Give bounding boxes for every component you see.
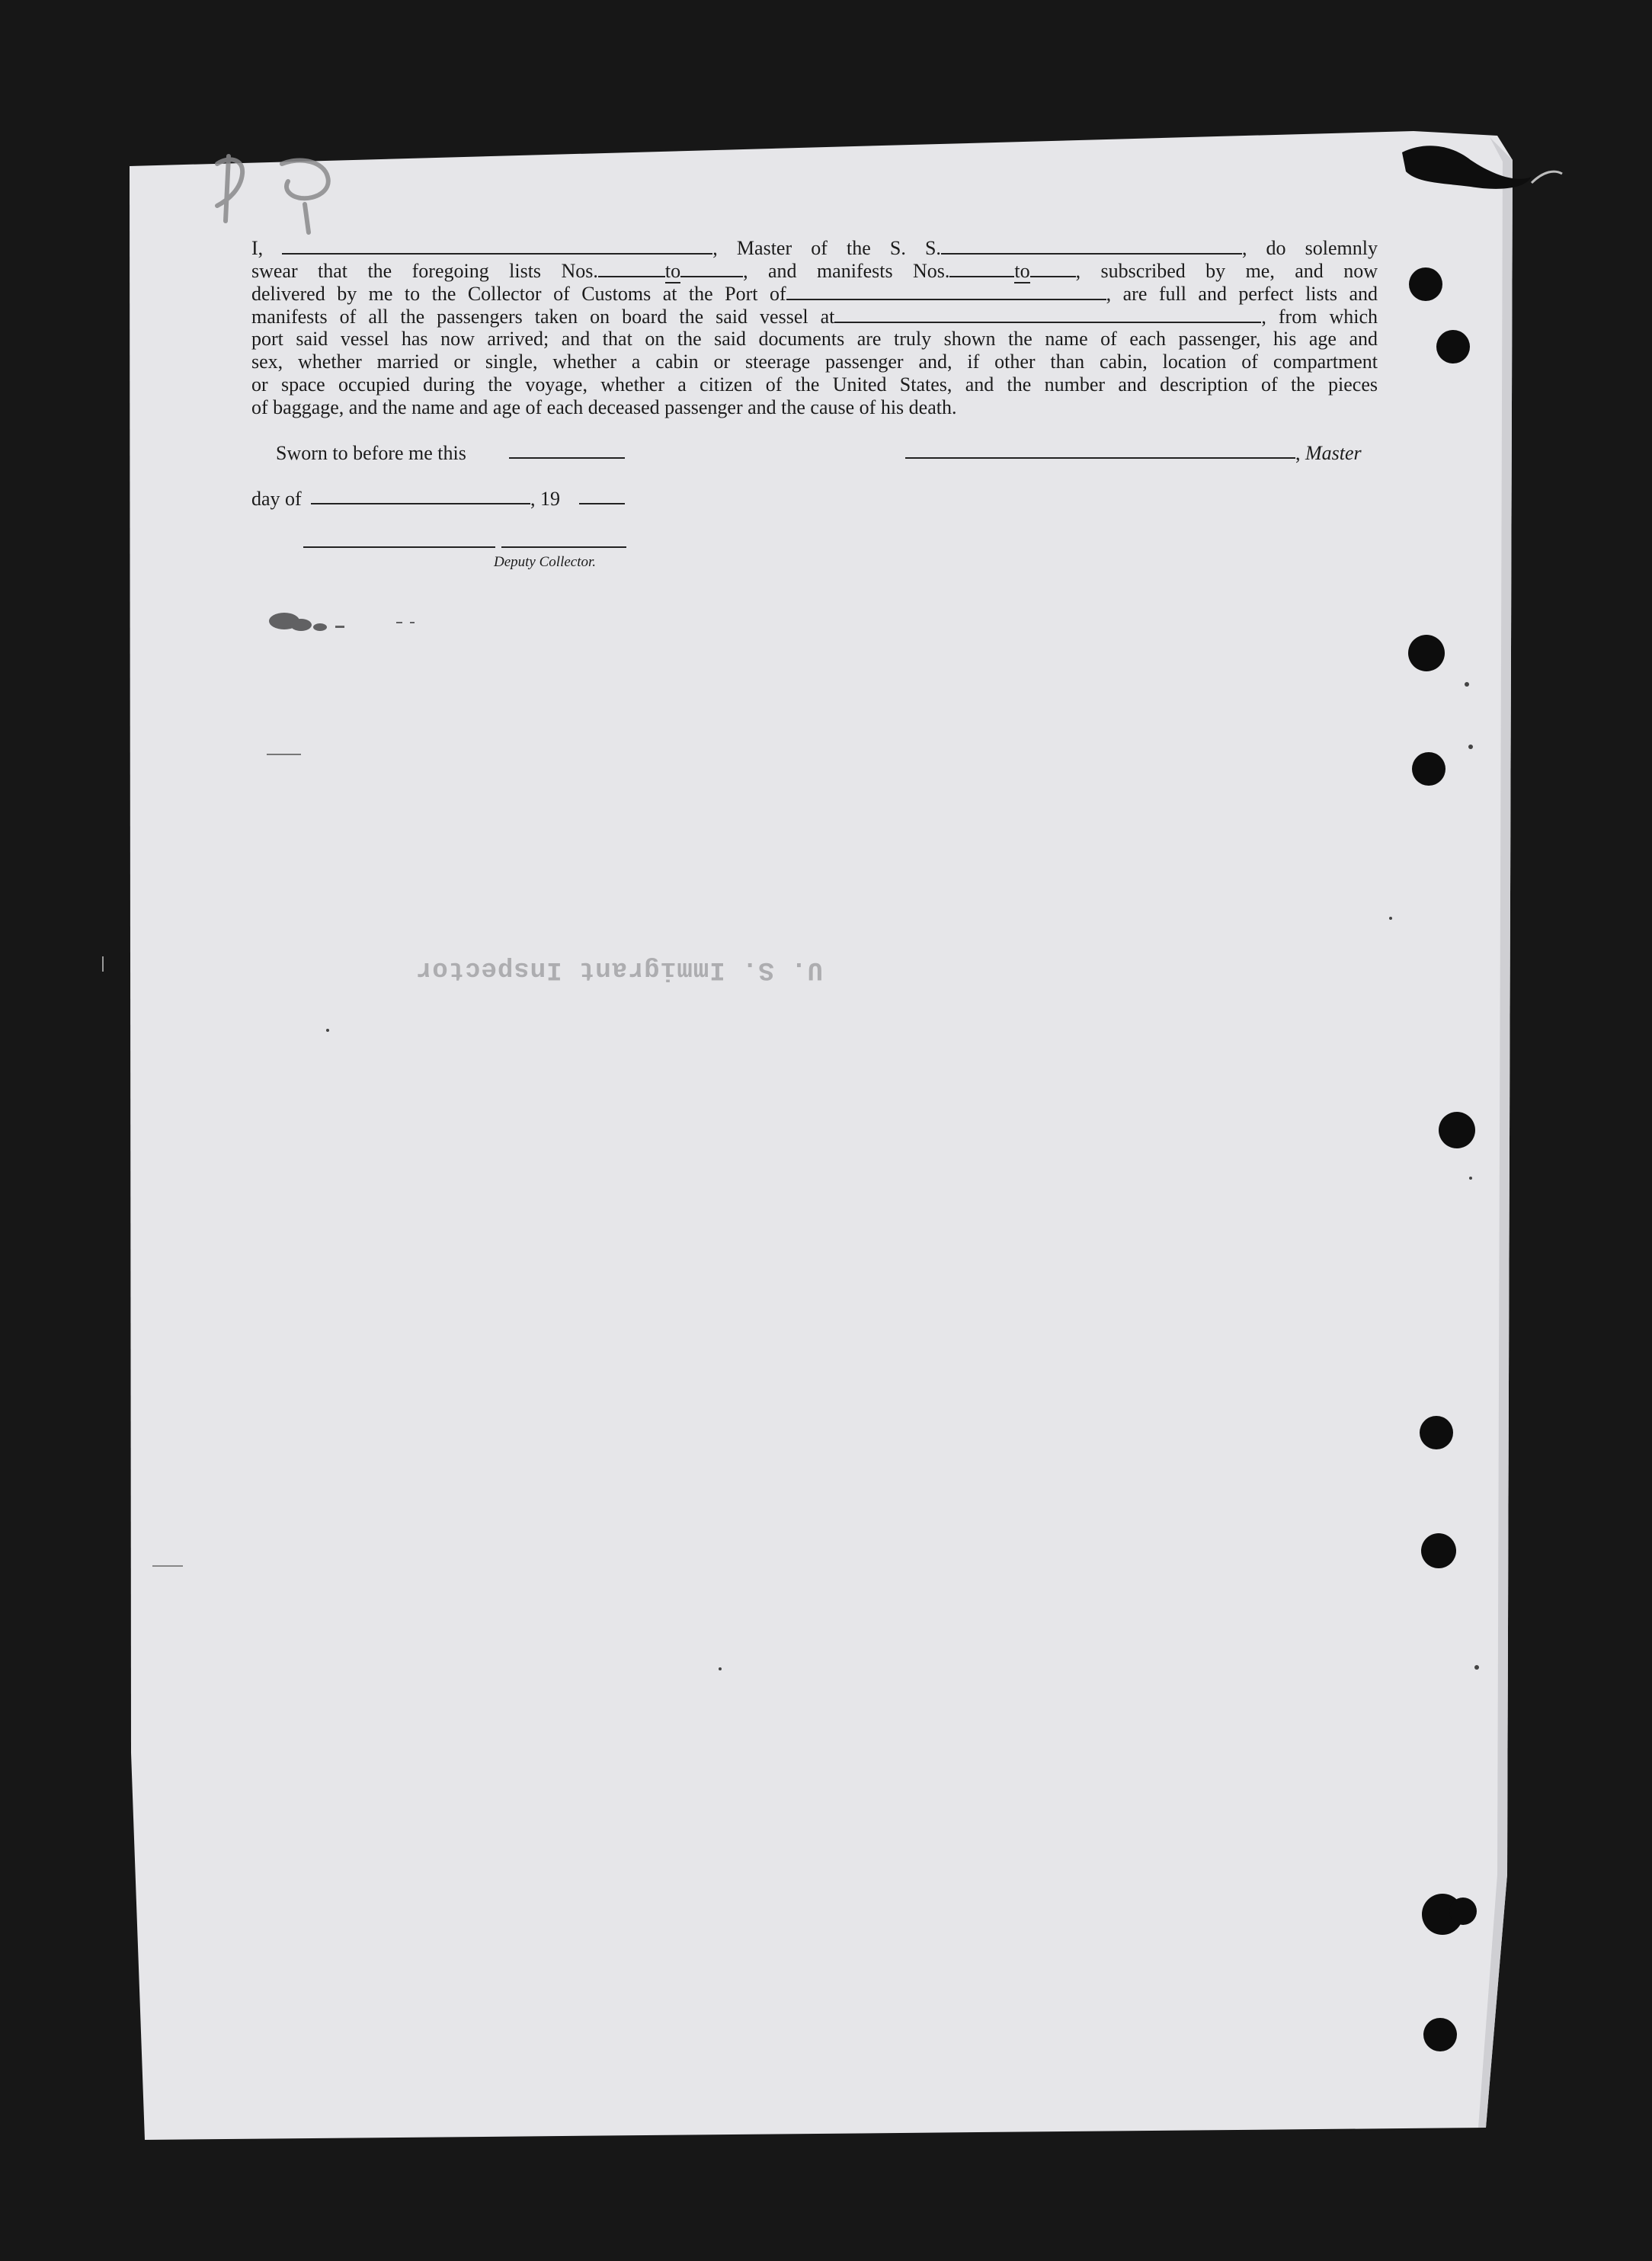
day-of-blank — [311, 503, 530, 504]
oath-line-6: sex, whether married or single, whether a cabin or steerage passenger and, if other than cabin, location of compartment — [251, 351, 1378, 373]
day-of-label: day of — [251, 488, 302, 510]
oath-line-7: or space occupied during the voyage, whether a citizen of the United States, and the number and description of the pieces — [251, 373, 1378, 396]
list-from-blank — [598, 259, 665, 277]
oath-line-2 — [251, 259, 1378, 282]
ship-name-blank — [941, 236, 1242, 255]
oath-text: I, — [251, 237, 264, 259]
port-blank — [786, 282, 1106, 300]
oath-text: delivered by me to the Collector of Customs at the Port of — [251, 283, 786, 305]
oath-text: , do solemnly — [1241, 237, 1378, 259]
oath-line-4 — [251, 305, 1378, 328]
sworn-date-blank — [509, 457, 625, 459]
oath-text: to — [664, 260, 681, 282]
oath-line-3 — [251, 282, 1378, 305]
comma-text: , — [1295, 442, 1305, 464]
sworn-label: Sworn to before me this — [276, 442, 466, 464]
list-to-blank — [680, 259, 743, 277]
oath-line-5: port said vessel has now arrived; and that on the said documents are truly shown the name of each passenger, his age and — [251, 328, 1378, 350]
master-name-blank — [282, 236, 712, 255]
embark-port-blank — [834, 305, 1261, 323]
oath-text: to — [1014, 260, 1030, 282]
year-blank — [579, 503, 625, 504]
oath-text: , subscribed by me, and now — [1075, 260, 1378, 282]
manifest-from-blank — [949, 259, 1014, 277]
oath-text: , Master of the S. S. — [712, 237, 941, 259]
oath-text: , from which — [1261, 306, 1378, 328]
manifest-to-blank — [1030, 259, 1076, 277]
faded-inspector-stamp: U. S. Immigrant Inspector — [415, 955, 823, 984]
oath-text: manifests of all the passengers taken on board the said vessel at — [251, 306, 835, 328]
oath-text: swear that the foregoing lists Nos. — [251, 260, 598, 282]
oath-text: , and manifests Nos. — [743, 260, 950, 282]
year-prefix: , 19 — [530, 488, 560, 510]
master-label: Master — [1305, 442, 1362, 464]
deputy-signature-line — [303, 546, 495, 548]
oath-text: , are full and perfect lists and — [1106, 283, 1378, 305]
oath-line-8: of baggage, and the name and age of each deceased passenger and the cause of his death. — [251, 396, 957, 418]
master-signature-line — [905, 457, 1295, 459]
deputy-signature-line-2 — [501, 546, 626, 548]
deputy-collector-label: Deputy Collector. — [494, 554, 597, 570]
master-suffix — [1295, 442, 1362, 465]
oath-line-1 — [251, 236, 1378, 259]
